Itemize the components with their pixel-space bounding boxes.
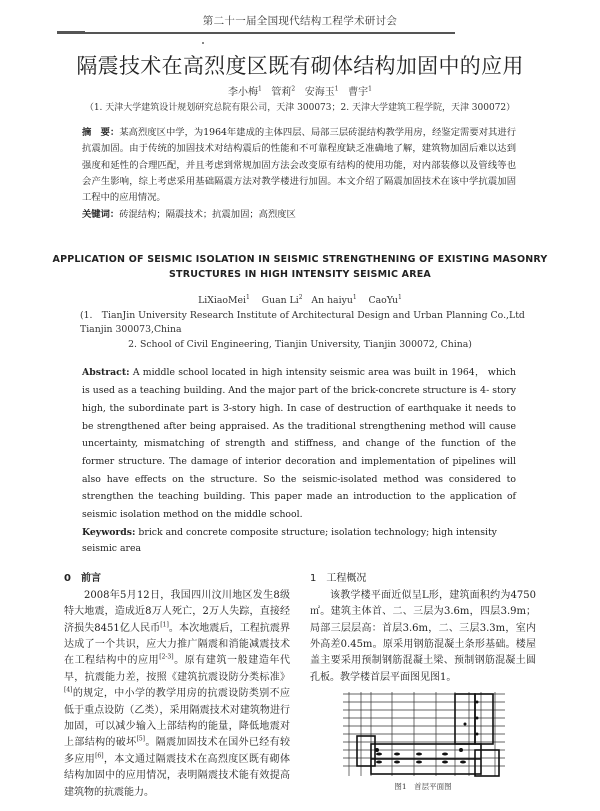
scan-speck	[202, 42, 204, 44]
abstract-en-text: A middle school located in high intensity seismic area was built in 1964， which is used as a teaching building. And the major part of the brick-concrete structure is 4- story high, the subordinate part is 3-story high. In case of destruction of earthquake it needs to be strengthened after being appraised. As the traditional strengthening method will cause uncertainty, mismatching of strength and stiffness, and change of the function of the former structure. The damage of interior decoration and implementation of pipelines will also have effects on the structure. So the seismic-isolated method was considered to strengthen the teaching building. This paper made an introduction to the application of seismic isolation method on the middle school.	[82, 367, 516, 521]
floor-plan-figure	[337, 692, 509, 779]
abstract-cn-text: 某高烈度区中学，为1964年建成的主体四层、局部三层砖混结构教学用房，经鉴定需要对其进行抗震加固。由于传统的加固技术对结构震后的性能和不可靠程度缺乏准确地了解，建筑物加固后难以达到强度和延性的合理匹配，并且考虑到常规加固方法会改变原有结构的使用功能，对内部装修以及管线等也会产生影响，综上考虑采用基础隔震方法对教学楼进行加固。本文介绍了隔震加固技术在该中学抗震加固工程中的应用情况。	[82, 127, 516, 204]
author-name: LiXiaoMei	[198, 295, 246, 307]
author-name: 安海玉	[304, 87, 335, 98]
author-sup: 1	[398, 294, 402, 302]
author-name: CaoYu	[368, 295, 399, 307]
section-0-heading: 0 前言	[64, 572, 101, 584]
running-head: 第二十一届全国现代结构工程学术研讨会	[202, 15, 398, 27]
author-name: 曹宇	[348, 87, 369, 98]
citation-ref[interactable]: [6]	[95, 752, 104, 760]
author-sup: 1	[258, 85, 262, 93]
author-name: Guan Li	[261, 295, 299, 307]
authors-cn	[0, 86, 600, 100]
abstract-en-label: Abstract:	[82, 367, 130, 379]
keywords-cn-label: 关键词：	[82, 209, 120, 221]
abstract-cn	[82, 125, 516, 206]
author-sup: 1	[246, 294, 250, 302]
author-sup: 2	[291, 85, 296, 93]
citation-ref[interactable]: [5]	[136, 736, 145, 744]
header-rule	[57, 32, 455, 34]
figure-1-caption: 图1 首层平面图	[394, 782, 452, 792]
authors-en	[0, 294, 600, 308]
paper-title-cn: 隔震技术在高烈度区既有砌体结构加固中的应用	[76, 54, 524, 78]
text-run: ，本文通过隔震技术在高烈度区既有砌体结构加固中的应用情况，表明隔震技术能有效提高建筑物的抗震能力。	[64, 753, 291, 798]
left-column	[64, 571, 290, 801]
paper-title-en: APPLICATION OF SEISMIC ISOLATION IN SEISMIC STRENGTHENING OF EXISTING MASONRY STRUCTURES IN HIGH INTENSITY SEISMIC AREA	[52, 254, 548, 280]
keywords-en	[82, 525, 516, 557]
author-sup: 1	[368, 85, 372, 93]
text-run: 。原有建筑一般建造年代早，抗震能力差，按照《建筑抗震设防分类标准》	[64, 655, 291, 683]
text-run: 的规定，中小学的教学用房的抗震设防类别不应低于重点设防（乙类），采用隔震技术对建筑物进行加固，可以减少输入上部结构的能量，降低地震对上部结构的破坏	[64, 688, 290, 749]
two-column-body	[64, 571, 536, 801]
section-1-paragraph: 该教学楼平面近似呈L形，建筑面积约为4750㎡。建筑主体首、二、三层为3.6m，四层3.9m；局部三层层高：首层3.6m，二、三层3.3m，室内外高差0.45m。原采用钢筋混凝土条形基础。楼屋盖主要采用预制钢筋混凝土梁、预制钢筋混凝土圆孔板。教学楼首层平面图见图1。	[310, 589, 536, 683]
affiliation-cn: （1. 天津大学建筑设计规划研究总院有限公司，天津 300073；2. 天津大学建筑工程学院，天津 300072）	[84, 103, 516, 113]
author-name: An haiyu	[311, 295, 353, 307]
affiliation-en-1: (1. TianJin University Research Institute of Architectural Design and Urban Planning Co.,Ltd Tianjin 300073,China	[80, 310, 525, 336]
right-column	[310, 571, 536, 801]
text-run: 2008年5月12日，我国四川汶川地区发生8级特大地震，造成近8万人死亡，2万人失踪，直接经济损失8451亿人民币	[64, 589, 290, 634]
abstract-cn-label: 摘 要：	[82, 127, 120, 138]
header-rule-group	[57, 31, 455, 34]
keywords-cn-text: 砖混结构；隔震技术；抗震加固；高烈度区	[119, 209, 296, 221]
author-name: 管莉	[271, 87, 292, 98]
citation-ref[interactable]: [1]	[160, 621, 169, 629]
section-0-paragraph	[64, 588, 290, 801]
affiliation-en-2: 2. School of Civil Engineering, Tianjin University, Tianjin 300072, China)	[128, 339, 472, 351]
citation-ref[interactable]: [4]	[64, 686, 73, 694]
author-name: 李小梅	[228, 87, 259, 98]
section-1-heading: 1 工程概况	[310, 572, 367, 584]
text-run: 。隔震加固技术在国外已经有较多应用	[64, 737, 290, 765]
author-sup: 2	[298, 294, 303, 302]
author-sup: 1	[334, 85, 339, 93]
header-rule-accent	[57, 31, 85, 32]
abstract-en	[82, 364, 516, 523]
keywords-en-label: Keywords:	[82, 526, 136, 538]
citation-ref[interactable]: [2-3]	[159, 654, 174, 662]
author-sup: 1	[352, 294, 357, 302]
keywords-en-text: brick and concrete composite structure; isolation technology; high intensity seismic area	[82, 526, 497, 554]
text-run: 。本次地震后，工程抗震界达成了一个共识，应大力推广隔震和消能减震技术在工程结构中的应用	[64, 622, 291, 667]
keywords-cn	[82, 207, 516, 223]
